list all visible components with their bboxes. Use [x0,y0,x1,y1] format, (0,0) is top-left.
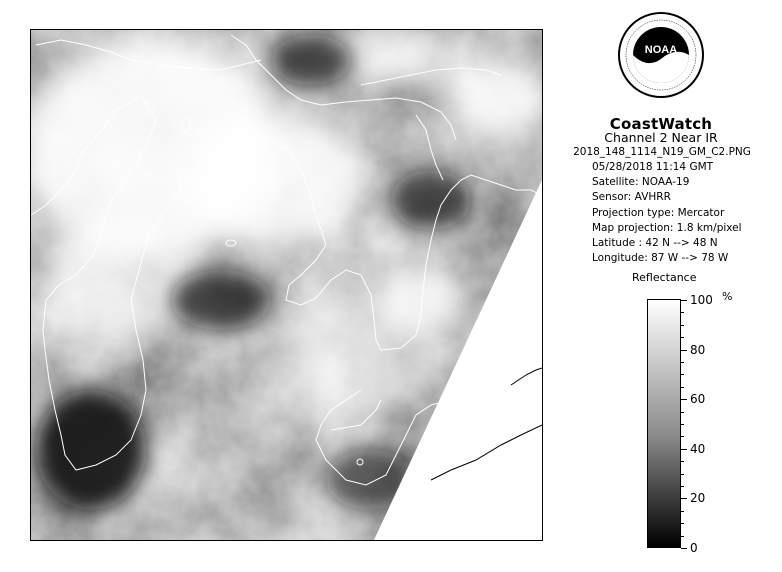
colorbar-tick [681,436,684,437]
colorbar-tick [681,536,684,537]
colorbar-tick [681,548,687,549]
noaa-logo [617,11,705,99]
map-projection-text: Map projection: 1.8 km/pixel [592,221,742,234]
colorbar-tick [681,362,684,363]
colorbar-tick [681,325,684,326]
reflectance-colorbar [647,299,681,548]
colorbar-tick [681,486,684,487]
colorbar-tick [681,337,684,338]
longitude-text: Longitude: 87 W --> 78 W [592,252,729,265]
colorbar-tick [681,387,684,388]
colorbar-tick [681,474,684,475]
colorbar-tick-label: 100 [690,293,713,307]
projection-type-text: Projection type: Mercator [592,206,725,219]
colorbar-unit: % [722,290,733,303]
colorbar-tick-label: 20 [690,491,706,506]
map-imagery [31,30,542,540]
sensor-text: Sensor: AVHRR [592,191,671,204]
colorbar-tick-label: 0 [690,541,698,555]
colorbar-tick [681,399,687,400]
colorbar-tick [681,312,684,313]
colorbar-tick-label: 40 [690,441,706,456]
colorbar-tick [681,523,684,524]
latitude-text: Latitude : 42 N --> 48 N [592,237,718,250]
logo-center-text: NOAA [644,44,678,56]
product-title: CoastWatch [609,115,713,133]
colorbar-tick [681,374,684,375]
colorbar-tick [681,350,687,351]
channel-subtitle: Channel 2 Near IR [604,130,718,145]
satellite-text: Satellite: NOAA-19 [592,176,690,189]
image-filename: 2018_148_1114_N19_GM_C2.PNG [573,146,751,158]
colorbar-label: Reflectance [632,271,697,284]
colorbar-tick-label: 60 [690,392,706,407]
colorbar-tick [681,424,684,425]
colorbar-tick [681,449,687,450]
colorbar-tick [681,461,684,462]
colorbar-tick [681,511,684,512]
datetime-text: 05/28/2018 11:14 GMT [592,161,714,173]
metadata-panel [592,160,742,266]
colorbar-tick-label: 80 [690,342,706,357]
colorbar-tick [681,300,687,301]
colorbar-tick [681,412,684,413]
colorbar-tick [681,498,687,499]
satellite-map[interactable] [30,29,543,541]
